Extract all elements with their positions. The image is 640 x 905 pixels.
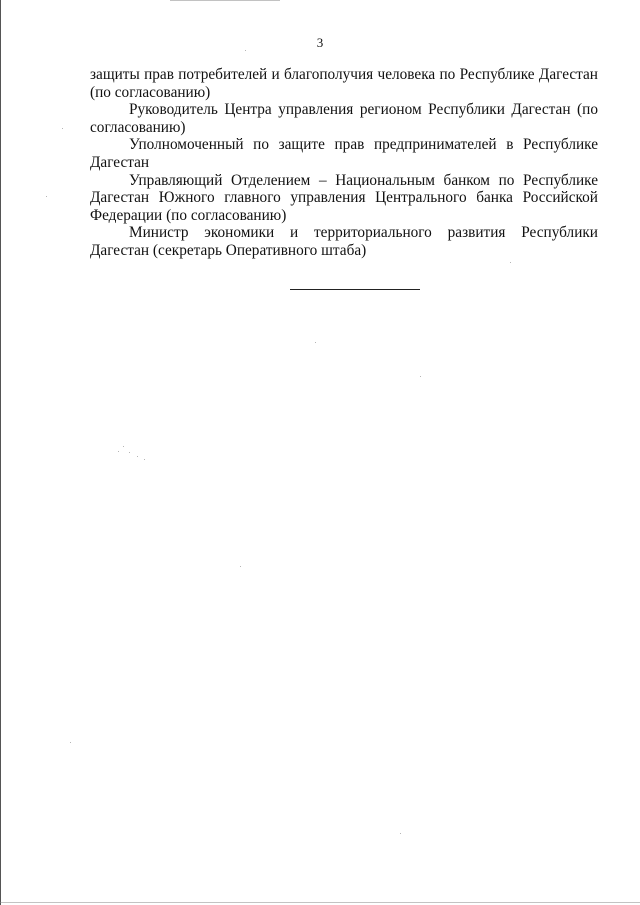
scan-edge-bottom xyxy=(0,902,640,903)
scan-edge-left xyxy=(0,0,1,905)
scan-speck xyxy=(118,451,119,452)
scan-speck xyxy=(400,833,401,834)
scan-speck xyxy=(315,342,316,343)
scan-speck xyxy=(129,452,130,453)
scan-speck xyxy=(62,128,63,129)
closing-separator-line xyxy=(290,289,420,290)
page-number: 3 xyxy=(316,35,324,50)
scan-edge-top xyxy=(170,0,280,1)
scan-speck xyxy=(46,196,47,197)
scan-speck xyxy=(240,566,241,567)
member-list xyxy=(90,66,598,260)
scan-speck xyxy=(70,742,71,743)
scan-speck xyxy=(137,456,138,457)
paragraph-minister-economy: Министр экономики и территориального развития Республики Дагестан (секретарь Оперативного штаба) xyxy=(90,224,598,259)
scan-speck xyxy=(123,446,124,447)
paragraph-entrepreneurs-ombudsman: Уполномоченный по защите прав предпринимателей в Республике Дагестан xyxy=(90,136,598,171)
scan-speck xyxy=(420,376,421,377)
scan-speck xyxy=(510,262,511,263)
scan-speck xyxy=(144,459,145,460)
paragraph-regional-management-center: Руководитель Центра управления регионом Республики Дагестан (по согласованию) xyxy=(90,101,598,136)
paragraph-national-bank-branch: Управляющий Отделением – Национальным банком по Республике Дагестан Южного главного управления Центрального банка Российской Федерации (по согласованию) xyxy=(90,171,598,224)
paragraph-consumer-rights-continuation: защиты прав потребителей и благополучия человека по Республике Дагестан (по согласованию) xyxy=(90,66,598,101)
scan-speck xyxy=(245,50,246,51)
